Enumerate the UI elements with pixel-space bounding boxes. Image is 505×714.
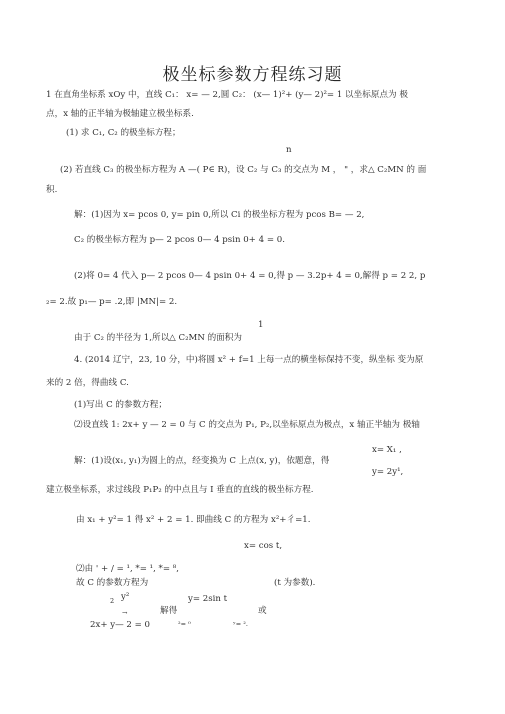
param-eq-x: x= cos t, (244, 541, 283, 551)
solution-4-line-4: 故 C 的参数方程为 (76, 578, 149, 588)
problem-1-line-2: 点，x 轴的正半轴为极轴建立极坐标系. (46, 109, 194, 119)
problem-4-part-2: ⑵设直线 1: 2x+ y — 2 = 0 与 C 的交点为 P₁, P₂,以坐标原点为极点，x 轴正半轴为 极轴 (74, 420, 420, 430)
solution-1-line-2: C₂ 的极坐标方程为 p— 2 pcos 0— 4 psin 0+ 4 = 0. (74, 235, 285, 245)
label-solve: 解得 (160, 606, 178, 616)
system-eq-2: y= 2y¹, (372, 467, 404, 477)
label-or: 或 (258, 606, 267, 616)
arrow-symbol: → (122, 609, 128, 617)
solution-4-line-1: 解：(1)设(x₁, y₁)为圆上的点，经变换为 C 上点(x, y)，依题意，得 (74, 456, 330, 466)
fraction-2: 2 (110, 597, 115, 605)
page-title: 极坐标参数方程练习题 (162, 65, 343, 85)
problem-1-line-1: 1 在直角坐标系 xOy 中，直线 C₁： x= — 2,圆 C₂： (x— 1)²+ (y— 2)²= 1 以坐标原点为 极 (46, 90, 408, 100)
solution-a: ²= ⁰ (178, 620, 191, 628)
problem-1-part-1: (1) 求 C₁, C₂ 的极坐标方程； (66, 128, 181, 138)
solution-1-line-3: (2)将 0= 4 代入 p— 2 pcos 0— 4 psin 0+ 4 = 0,得 p — 3.2p+ 4 = 0,解得 p = 2 2, p (74, 271, 426, 281)
solution-b: ʸ= ². (233, 620, 248, 628)
problem-4-line-1: 4. (2014 辽宁，23, 10 分，中)将圆 x² + f=1 上每一点的横坐标保持不变，纵坐标 变为原 (74, 355, 424, 365)
line-equation: 2x+ y— 2 = 0 (90, 620, 151, 630)
param-eq-y: y= 2sin t (188, 594, 228, 604)
system-eq-1: x= X₁ , (372, 445, 402, 455)
problem-1-part-2: (2) 若直线 C₃ 的极坐标方程为 A —( P∈ R)，设 C₂ 与 C₃ 的交点为 M ， " ，求△ C₂MN 的 面 (60, 165, 427, 175)
param-note: (t 为参数). (274, 578, 316, 588)
fraction-numerator-1: 1 (258, 320, 264, 330)
problem-4-line-2: 来的 2 倍，得曲线 C. (46, 378, 129, 388)
problem-4-part-2-cont: 建立极坐标系，求过线段 P₁P₂ 的中点且与 I 垂直的直线的极坐标方程. (46, 485, 314, 495)
y-squared: y² (121, 592, 130, 602)
solution-1-line-4: ₂= 2.故 p₁— p= .2,即 |MN|= 2. (46, 297, 178, 307)
solution-4-line-2: 由 x₁ + y²= 1 得 x² + 2 = 1. 即曲线 C 的方程为 x²+彳=1. (76, 515, 311, 525)
fraction-numerator-n: n (286, 145, 292, 155)
solution-4-line-3: ⑵由 ' + / = ¹, *= ¹, *= ⁸, (76, 564, 179, 574)
solution-1-line-1: 解：(1)因为 x= pcos 0, y= pin 0,所以 Ci 的极坐标方程为 pcos B= — 2, (74, 210, 365, 220)
solution-1-line-5: 由于 C₂ 的半径为 1,所以△ C₂MN 的面积为 (74, 333, 242, 343)
problem-1-part-2-cont: 积. (46, 185, 58, 195)
problem-4-part-1: (1)写出 C 的参数方程； (74, 400, 167, 410)
